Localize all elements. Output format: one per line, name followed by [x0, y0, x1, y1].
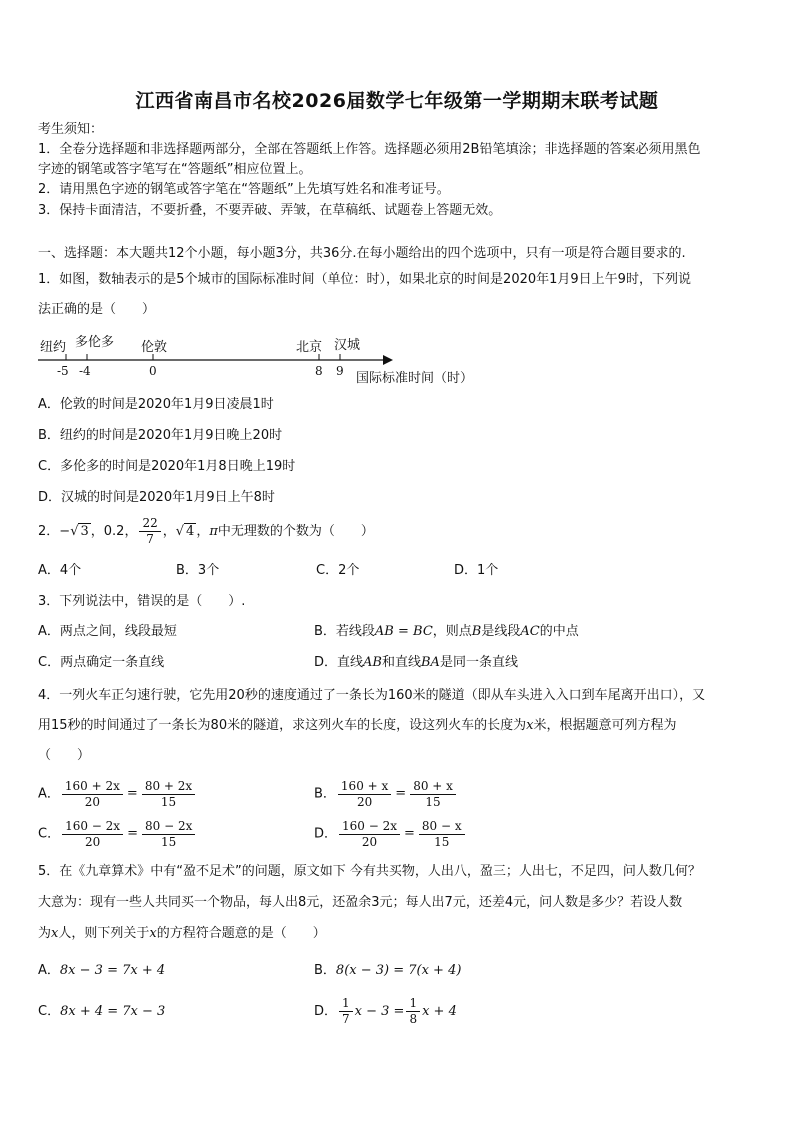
- numerator: 1: [406, 996, 420, 1012]
- radicand: 4: [186, 524, 195, 539]
- denominator: 20: [356, 794, 373, 809]
- denominator: 8: [409, 1012, 418, 1026]
- q5-option-c: [38, 1002, 165, 1022]
- q1-stem-line-1: 1．如图，数轴表示的是5个城市的国际标准时间（单位：时），如果北京的时间是2020年1月9日上午9时，下列说: [38, 272, 691, 287]
- q2-sep: ，: [162, 524, 176, 539]
- denominator: 20: [84, 834, 101, 849]
- denominator: 15: [434, 834, 450, 849]
- radicand: 3: [80, 524, 89, 539]
- text: 是同一条直线: [439, 655, 518, 670]
- numerator: 160 + 2x: [62, 779, 123, 795]
- text: 人，则下列关于: [58, 926, 150, 941]
- q5-stem-line-3: [38, 924, 762, 944]
- fraction: [142, 819, 195, 850]
- q3-stem: 3．下列说法中，错误的是（ ）.: [38, 594, 246, 609]
- text: 为: [38, 926, 52, 941]
- q2-sep: ，0.2，: [90, 524, 138, 539]
- section-heading: 一、选择题：本大题共12个小题，每小题3分，共36分.在每小题给出的四个选项中，只有一项是符合题目要求的.: [38, 246, 686, 261]
- axis-label: 国际标准时间（时）: [356, 371, 474, 386]
- equals-sign: =: [126, 786, 138, 801]
- text: 的中点: [539, 624, 579, 639]
- equation: 8(x − 3) = 7(x + 4): [335, 963, 462, 978]
- number-line-figure: [38, 328, 498, 388]
- text: 的方程符合题意的是（ ）: [156, 926, 326, 941]
- equation-part: x − 3 =: [354, 1004, 405, 1019]
- q4-stem-line-1: 4．一列火车正匀速行驶，它先用20秒的速度通过了一条长为160米的隧道（即从车头进入入口到车尾离开出口），又: [38, 688, 706, 703]
- q2-option-d: D．1个: [454, 563, 499, 578]
- denominator: 7: [342, 1012, 350, 1026]
- city-label-toronto: 多伦多: [75, 335, 115, 350]
- option-label: D．: [314, 826, 338, 842]
- equation: 8x + 4 = 7x − 3: [60, 1004, 166, 1019]
- math: AB = BC: [374, 624, 433, 639]
- q4-option-a: [38, 774, 197, 815]
- denominator: 20: [84, 794, 101, 809]
- q2-sep: ，: [196, 524, 210, 539]
- numerator: 22: [139, 516, 160, 532]
- notice-item-2: 2．请用黑色字迹的钢笔或答字笔在“答题纸”上先填写姓名和准考证号。: [38, 182, 450, 197]
- q2-fraction-22-7: [139, 516, 160, 547]
- fraction: [62, 819, 123, 850]
- tick-label: 0: [149, 364, 157, 378]
- tick-label: -5: [57, 364, 69, 378]
- fraction: [406, 996, 420, 1027]
- q4-stem-line-3: （ ）: [38, 748, 91, 763]
- q2-sqrt4: √ 4: [175, 524, 195, 539]
- option-label: A．: [38, 963, 60, 978]
- denominator: 20: [361, 834, 378, 849]
- q1-option-d: D．汉城的时间是2020年1月9日上午8时: [38, 490, 275, 505]
- math: AC: [520, 624, 540, 639]
- fraction: [339, 819, 400, 850]
- equation: 8x − 3 = 7x + 4: [59, 963, 166, 978]
- equals-sign: =: [127, 826, 138, 841]
- text: 和直线: [381, 655, 421, 670]
- option-label: B．: [314, 963, 336, 978]
- option-label: C．: [38, 1004, 61, 1019]
- numerator: 80 + 2x: [142, 779, 195, 795]
- text: ，则点: [432, 624, 472, 639]
- option-label: C．: [38, 826, 61, 842]
- math: x: [51, 926, 59, 941]
- text: 用15秒的时间通过了一条长为80米的隧道，求这列火车的长度，设这列火车的长度为: [38, 718, 527, 733]
- math: x: [526, 718, 534, 733]
- q2-option-b: B．3个: [176, 563, 220, 578]
- fraction: [338, 779, 391, 810]
- q4-stem-line-2: [38, 716, 762, 736]
- q3-option-a: A．两点之间，线段最短: [38, 624, 177, 639]
- notice-item-1-line-2: 字迹的钢笔或答字笔写在“答题纸”相应位置上。: [38, 162, 312, 177]
- tick-label: 8: [315, 364, 323, 378]
- numerator: 1: [339, 996, 353, 1012]
- text: D．直线: [314, 655, 364, 670]
- fraction: [410, 779, 456, 810]
- number-line-axis: [38, 350, 398, 370]
- q1-stem-line-2: 法正确的是（ ）: [38, 302, 156, 317]
- option-label: B．: [314, 786, 336, 802]
- math: x: [149, 926, 157, 941]
- q1-option-c: C．多伦多的时间是2020年1月8日晚上19时: [38, 459, 296, 474]
- q4-option-b: [314, 774, 458, 815]
- q4-option-c: [38, 814, 197, 855]
- math: BA: [420, 655, 440, 670]
- q5-option-b: [314, 961, 461, 981]
- city-label-london: 伦敦: [141, 340, 168, 355]
- city-label-seoul: 汉城: [334, 338, 361, 353]
- q5-option-a: [38, 961, 165, 981]
- numerator: 160 − 2x: [339, 819, 400, 835]
- q3-option-c: C．两点确定一条直线: [38, 655, 165, 670]
- numerator: 80 + x: [410, 779, 456, 795]
- equation-part: x + 4: [422, 1004, 457, 1019]
- math: B: [471, 624, 482, 639]
- q4-option-d: [314, 814, 467, 855]
- numerator: 80 − 2x: [142, 819, 195, 835]
- numerator: 160 + x: [338, 779, 391, 795]
- q2-suffix: 中无理数的个数为（ ）: [217, 524, 374, 539]
- numerator: 80 − x: [419, 819, 465, 835]
- equals-sign: =: [404, 826, 415, 841]
- q3-option-d: [314, 653, 518, 673]
- denominator: 15: [160, 794, 177, 809]
- notice-item-1-line-1: 1．全卷分选择题和非选择题两部分，全部在答题纸上作答。选择题必须用2B铅笔填涂；非选择题的答案必须用黑色: [38, 142, 701, 157]
- q1-option-b: B．纽约的时间是2020年1月9日晚上20时: [38, 428, 283, 443]
- q5-option-d: [314, 992, 457, 1032]
- q3-option-b: [314, 622, 579, 642]
- q5-stem-line-2: 大意为：现有一些人共同买一个物品，每人出8元，还盈余3元；每人出7元，还差4元，问人数是多少？若设人数: [38, 895, 683, 910]
- math: AB: [363, 655, 382, 670]
- text: 是线段: [481, 624, 521, 639]
- option-label: D．: [314, 1004, 338, 1019]
- denominator: 15: [425, 794, 441, 809]
- q5-stem-line-1: 5．在《九章算术》中有“盈不足术”的问题，原文如下 今有共买物，人出八，盈三；人出七，不足四，问人数几何？: [38, 864, 701, 879]
- q2-neg-sqrt3: −√ 3: [59, 524, 89, 539]
- q2-stem: [38, 514, 762, 550]
- tick-label: 9: [336, 364, 344, 378]
- denominator: 15: [161, 834, 177, 849]
- page-title: 江西省南昌市名校2026届数学七年级第一学期期末联考试题: [135, 90, 659, 112]
- tick-label: -4: [79, 364, 91, 378]
- fraction: [419, 819, 465, 850]
- denominator: 7: [146, 532, 154, 546]
- text: 米，根据题意可列方程为: [533, 718, 677, 733]
- city-label-beijing: 北京: [296, 340, 323, 355]
- text: B．若线段: [314, 624, 375, 639]
- notice-item-3: 3．保持卡面清洁，不要折叠，不要弄破、弄皱，在草稿纸、试题卷上答题无效。: [38, 203, 502, 218]
- q1-option-a: A．伦敦的时间是2020年1月9日凌晨1时: [38, 397, 274, 412]
- pi-symbol: π: [209, 524, 218, 539]
- equals-sign: =: [395, 786, 407, 801]
- fraction: [142, 779, 195, 810]
- q2-option-a: A．4个: [38, 563, 82, 578]
- q2-option-c: C．2个: [316, 563, 360, 578]
- city-label-new-york: 纽约: [40, 340, 67, 355]
- fraction: [339, 996, 353, 1027]
- notice-heading: 考生须知：: [38, 122, 104, 137]
- q2-prefix: 2．: [38, 524, 60, 539]
- numerator: 160 − 2x: [62, 819, 123, 835]
- option-label: A．: [38, 786, 60, 802]
- fraction: [62, 779, 123, 810]
- minus-sign: −: [59, 524, 71, 539]
